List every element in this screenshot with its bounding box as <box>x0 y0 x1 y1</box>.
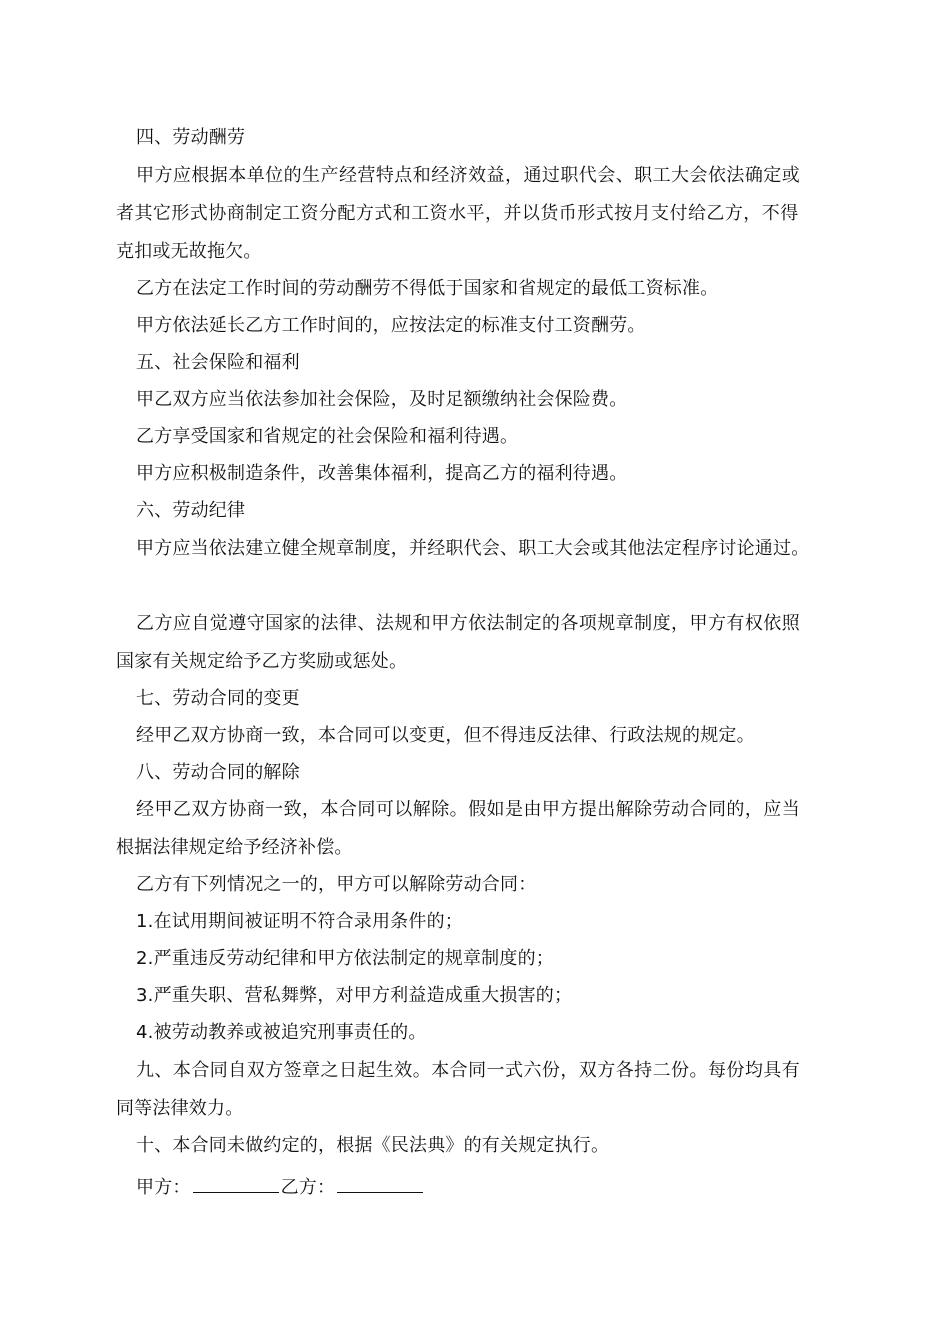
section-7-paragraph-1: 经甲乙双方协商一致，本合同可以变更，但不得违反法律、行政法规的规定。 <box>136 725 755 746</box>
section-4-paragraph-3: 甲方依法延长乙方工作时间的，应按法定的标准支付工资酬劳。 <box>136 315 646 336</box>
section-4-paragraph-1-line-3: 克扣或无故拖欠。 <box>116 241 262 262</box>
section-6-heading: 六、劳动纪律 <box>136 500 246 521</box>
section-6-paragraph-1: 甲方应当依法建立健全规章制度，并经职代会、职工大会或其他法定程序讨论通过。 <box>136 538 810 559</box>
section-8-paragraph-1-line-1: 经甲乙双方协商一致，本合同可以解除。假如是由甲方提出解除劳动合同的，应当 <box>136 799 801 820</box>
section-4-heading: 四、劳动酬劳 <box>136 127 246 148</box>
party-b-label: 乙方： <box>280 1177 336 1198</box>
section-8-paragraph-2: 乙方有下列情况之一的，甲方可以解除劳动合同： <box>136 874 537 895</box>
section-4-paragraph-1-line-2: 者其它形式协商制定工资分配方式和工资水平，并以货币形式按月支付给乙方，不得 <box>116 203 799 224</box>
section-10: 十、本合同未做约定的，根据《民法典》的有关规定执行。 <box>136 1135 610 1156</box>
party-b-signature-blank[interactable] <box>337 1172 423 1193</box>
section-5-paragraph-1: 甲乙双方应当依法参加社会保险，及时足额缴纳社会保险费。 <box>136 389 628 410</box>
section-8-paragraph-1-line-2: 根据法律规定给予经济补偿。 <box>116 837 353 858</box>
section-5-paragraph-3: 甲方应积极制造条件，改善集体福利，提高乙方的福利待遇。 <box>136 463 628 484</box>
section-6-paragraph-2-line-1: 乙方应自觉遵守国家的法律、法规和甲方依法制定的各项规章制度，甲方有权依照 <box>136 613 801 634</box>
section-9-line-2: 同等法律效力。 <box>116 1098 244 1119</box>
party-a-label: 甲方： <box>136 1177 191 1198</box>
section-8-list-item-1: 1.在试用期间被证明不符合录用条件的； <box>136 911 463 932</box>
section-8-list-item-4: 4.被劳动教养或被追究刑事责任的。 <box>136 1022 427 1043</box>
party-a-signature-blank[interactable] <box>193 1172 279 1193</box>
section-6-paragraph-2-line-2: 国家有关规定给予乙方奖励或惩处。 <box>116 651 408 672</box>
section-8-list-item-2: 2.严重违反劳动纪律和甲方依法制定的规章制度的； <box>136 948 554 969</box>
section-5-paragraph-2: 乙方享受国家和省规定的社会保险和福利待遇。 <box>136 426 519 447</box>
section-7-heading: 七、劳动合同的变更 <box>136 688 300 709</box>
section-4-paragraph-2: 乙方在法定工作时间的劳动酬劳不得低于国家和省规定的最低工资标准。 <box>136 278 719 299</box>
section-5-heading: 五、社会保险和福利 <box>136 352 300 373</box>
section-8-list-item-3: 3.严重失职、营私舞弊，对甲方利益造成重大损害的； <box>136 985 573 1006</box>
section-9-line-1: 九、本合同自双方签章之日起生效。本合同一式六份，双方各持二份。每份均具有 <box>136 1060 801 1081</box>
signature-line <box>136 1172 425 1200</box>
section-4-paragraph-1-line-1: 甲方应根据本单位的生产经营特点和经济效益，通过职代会、职工大会依法确定或 <box>136 165 801 186</box>
section-8-heading: 八、劳动合同的解除 <box>136 762 300 783</box>
